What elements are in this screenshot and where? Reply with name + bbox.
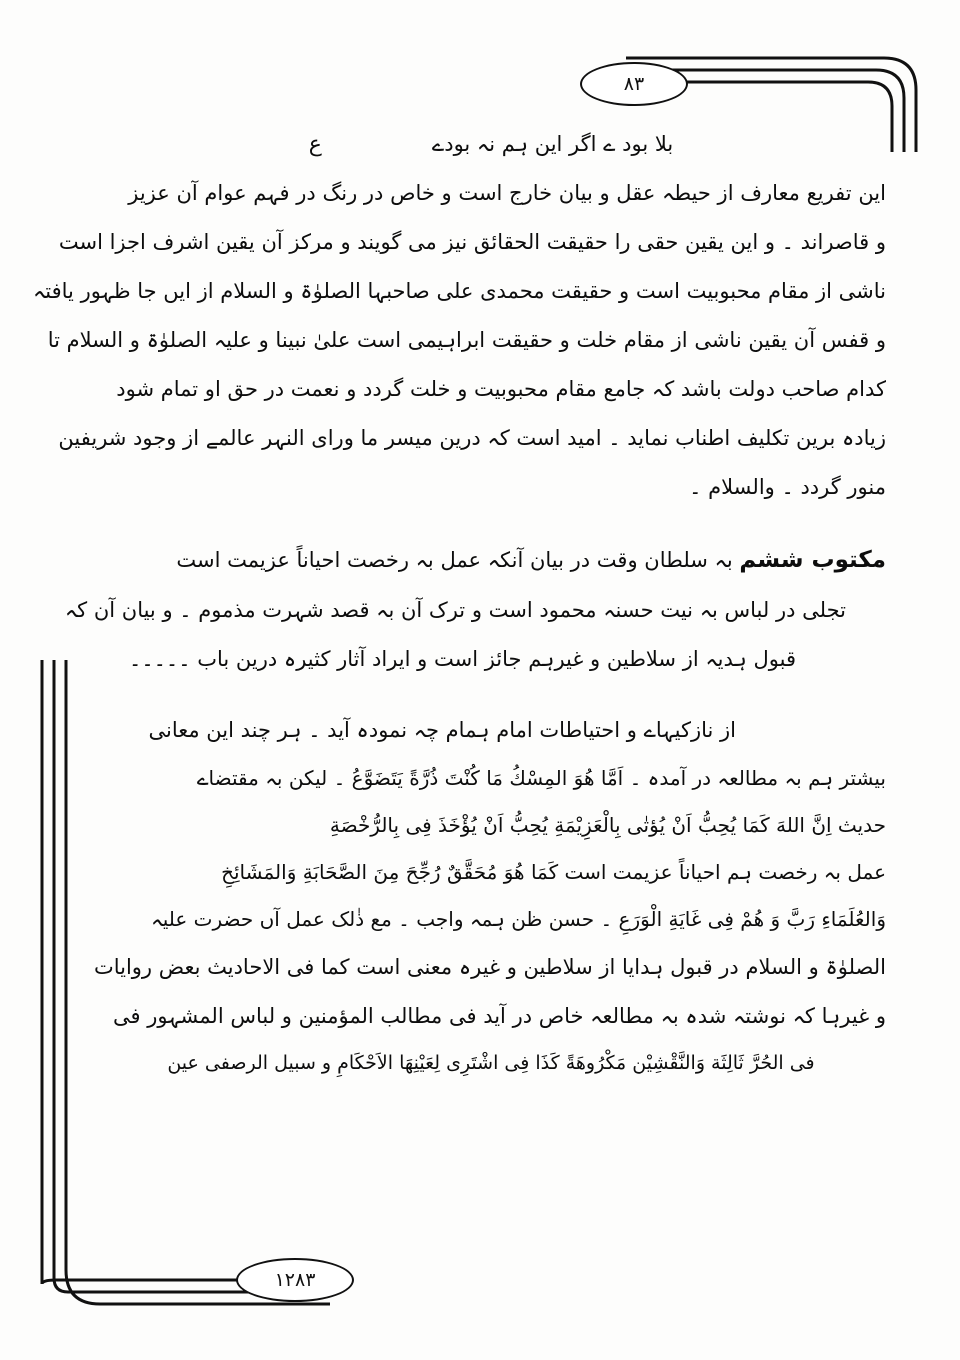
paragraph-1-line-3: ناشی از مقام محبوبیت است و حقیقت محمدی علی صاحبہا الصلوٰۃ و السلام از ایں جا ظہور یافتہ — [32, 278, 886, 303]
paragraph-2-line-3: حدیث اِنَّ اللهَ كَمَا یُحِبُّ اَنْ یُؤتٰی بِالْعَزِیْمَةِ یُحِبُّ اَنْ یُؤْخَذَ فِی بِالرُّخْصَةِ — [329, 813, 886, 838]
paragraph-1-line-2: و قاصراند ۔ و این یقین حقی را حقیقت الحقائق نیز می گویند و مرکز آن یقین اشرف اجزا است — [58, 229, 886, 254]
verse-marker: ع — [308, 132, 322, 157]
paragraph-1-line-4: و قفس آن یقین ناشی از مقام خلت و حقیقت ابراہیمی است علیٰ نبینا و علیہ الصلوٰۃ و السلام تا — [47, 327, 886, 352]
verse-line — [96, 132, 886, 157]
paragraph-2-line-7: و غیرہا کہ نوشتہ شدہ بہ مطالعہ خاص در آید فی مطالب المؤمنین و لباس المشہور فی — [113, 1004, 886, 1029]
section-line-2: تجلی در لباس بہ نیت حسنہ محمود است و ترک آن بہ قصد شہرت مذموم ۔ و بیان آن کہ — [64, 598, 846, 623]
paragraph-1-line-1: این تفریع معارف از حیطہ عقل و بیان خارج است و خاص در رنگ در فہم عوام آن عزیز — [128, 181, 886, 205]
section-heading-line — [96, 538, 886, 583]
page-body — [32, 132, 886, 1090]
page-number-top: ۸۳ — [580, 62, 688, 106]
paragraph-1-line-7: منور گردد ۔ والسلام ۔ — [689, 474, 886, 499]
paragraph-2-line-1: از نازکیہاے و احتیاطات امام ہمام چہ نمودہ آید ۔ ہر چند این معانی — [148, 718, 736, 743]
paragraph-2-line-2: بیشتر ہم بہ مطالعہ در آمدہ ۔ اَمَّا ھُوَ المِسْكُ مَا كُنْتَ ذُرَّةً یَتَضَوَّعُ ۔ لیکن بہ مقتضاے — [196, 766, 886, 791]
paragraph-2-line-4: عمل بہ رخصت ہم احیاناً عزیمت است کَمَا ھُوَ مُحَقَّقٌ رُجِّحَ مِنَ الصَّحَابَةِ وَالمَشَائِخِ — [221, 860, 886, 885]
paragraph-2-line-8: فی الحُرَّ ثَالِثَة وَالنَّقْشِیْن مَكْرُوهَةً كَذَا فِی اشْتَرِی لِعَیْنِهَا الاَحْكَامِ و سبیل الرصفی عین — [167, 1052, 815, 1075]
verse-hemistich: بلا بود ے اگر این ہم نہ بودے — [431, 132, 674, 156]
paragraph-1-line-6: زیادہ برین تکلیف اطناب نماید ۔ امید است کہ درین میسر ما ورای النہر عالمے از وجود شریفین — [58, 425, 886, 450]
section-line-1: بہ سلطان وقت در بیان آنکہ عمل بہ رخصت احیاناً عزیمت است — [176, 547, 733, 572]
section-heading: مکتوب ششم — [739, 546, 886, 573]
paragraph-2-line-5: وَالعُلَمَاءِ رَبَّ وَ هُمْ فِی غَایَةِ الْوَرَعِ ۔ حسن ظن ہمہ واجب ۔ مع ذٰلک عمل آں حضرت علیہ — [151, 907, 886, 932]
page-number-bottom: ۱۲۸۳ — [236, 1258, 354, 1302]
section-line-3: قبول ہدیہ از سلاطین و غیرہم جائز است و ایراد آثار کثیرہ درین باب ۔۔۔۔۔ — [129, 647, 796, 672]
paragraph-1-line-5: کدام صاحب دولت باشد کہ جامع مقام محبوبیت و خلت گردد و نعمت در حق او تمام شود — [116, 376, 886, 401]
section-spacer — [96, 688, 886, 710]
paragraph-spacer — [96, 516, 886, 538]
paragraph-2-line-6: الصلوٰۃ و السلام در قبول ہدایا از سلاطین و غیرہ معنی است کما فی الاحادیث بعض روایات — [93, 955, 886, 980]
